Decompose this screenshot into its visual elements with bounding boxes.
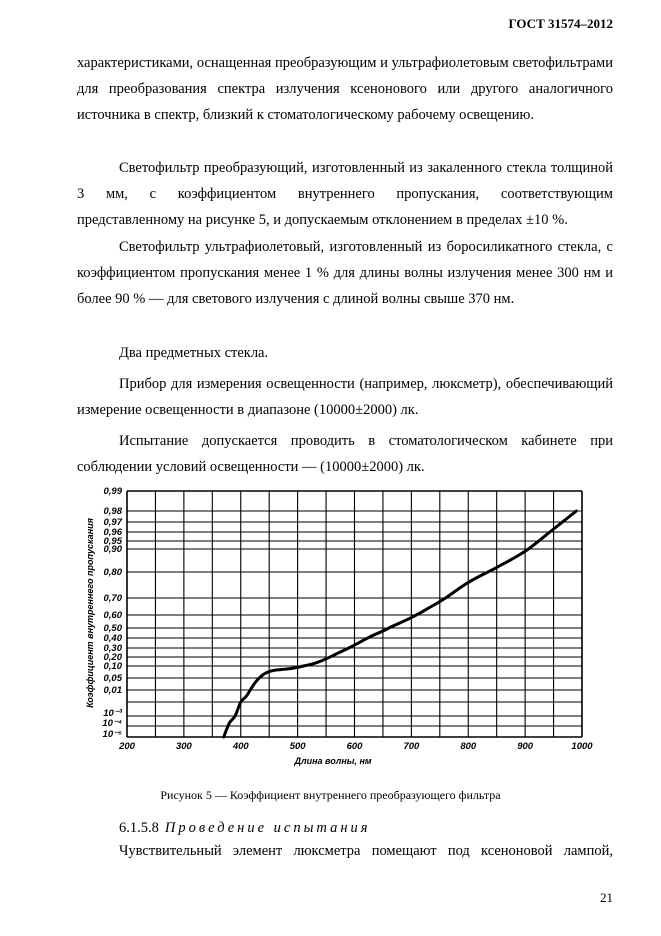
x-tick-label: 700: [403, 741, 420, 752]
y-tick-label: 0,01: [103, 685, 122, 696]
x-tick-labels: [118, 741, 593, 752]
y-tick-label: 10⁻⁴: [102, 718, 122, 729]
y-tick-label: 0,50: [103, 623, 122, 634]
x-tick-label: 400: [232, 741, 249, 752]
page-number: 21: [600, 890, 613, 905]
y-tick-label: 0,60: [103, 610, 122, 621]
y-tick-label: 0,99: [103, 486, 122, 497]
y-tick-label: 0,05: [103, 673, 122, 684]
x-tick-label: 300: [175, 741, 192, 752]
paragraph-2: Светофильтр преобразующий, изготовленный из закаленного стекла толщиной 3 мм, с коэффициентом внутреннего пропускания, соответствующим представленному на рисунке 5, и допускаемым отклонением в пределах ±10 %.: [77, 160, 613, 228]
paragraph-3: Светофильтр ультрафиолетовый, изготовленный из боросиликатного стекла, с коэффициентом пропускания менее 1 % для длины волны излучения менее 300 нм и более 90 % — для светового излучения с длиной волны свыше 370 нм.: [77, 239, 613, 307]
paragraph-7: Чувствительный элемент люксметра помещают под ксеноновой лампой,: [119, 843, 613, 859]
paragraph-6: Испытание допускается проводить в стоматологическом кабинете при соблюдении условий освещенности — (10000±2000) лк.: [77, 433, 613, 475]
y-axis-label: Коэффициент внутреннего пропускания: [85, 518, 95, 708]
y-tick-label: 0,10: [103, 661, 122, 672]
chart-grid: [127, 491, 582, 737]
y-tick-label: 0,40: [103, 633, 122, 644]
y-tick-label: 0,97: [103, 517, 122, 528]
x-tick-label: 500: [289, 741, 306, 752]
document-header: ГОСТ 31574–2012: [508, 16, 613, 31]
paragraph-4: Два предметных стекла.: [119, 345, 269, 361]
x-tick-label: 1000: [571, 741, 593, 752]
y-tick-label: 0,96: [103, 527, 122, 538]
x-tick-label: 600: [346, 741, 363, 752]
x-axis-label: Длина волны, нм: [294, 756, 372, 766]
y-tick-label: 0,80: [103, 567, 122, 578]
y-tick-label: 0,90: [103, 544, 122, 555]
transmittance-curve: [224, 511, 577, 737]
y-tick-label: 0,95: [103, 536, 122, 547]
y-tick-label: 10⁻⁵: [102, 729, 122, 740]
y-tick-label: 0,20: [103, 652, 122, 663]
y-tick-labels: [102, 486, 122, 740]
x-tick-label: 200: [119, 741, 135, 752]
paragraph-5: Прибор для измерения освещенности (например, люксметр), обеспечивающий измерение освещенности в диапазоне (10000±2000) лк.: [77, 376, 613, 418]
x-tick-label: 800: [460, 741, 477, 752]
y-tick-label: 0,70: [103, 593, 122, 604]
paragraph-1: характеристиками, оснащенная преобразующим и ультрафиолетовым светофильтрами для преобразования спектра излучения ксенонового или другого аналогичного источника в спектр, близкий к стоматологическому рабочему освещению.: [77, 55, 613, 123]
y-tick-label: 10⁻³: [103, 708, 122, 719]
figure-caption: Рисунок 5 — Коэффициент внутреннего преобразующего фильтра: [160, 788, 501, 802]
y-tick-label: 0,98: [103, 506, 122, 517]
section-title: Проведение испытания: [164, 820, 371, 836]
x-tick-label: 900: [517, 741, 534, 752]
section-number: 6.1.5.8: [119, 820, 159, 836]
y-tick-label: 0,30: [103, 643, 122, 654]
section-heading: [119, 820, 371, 837]
